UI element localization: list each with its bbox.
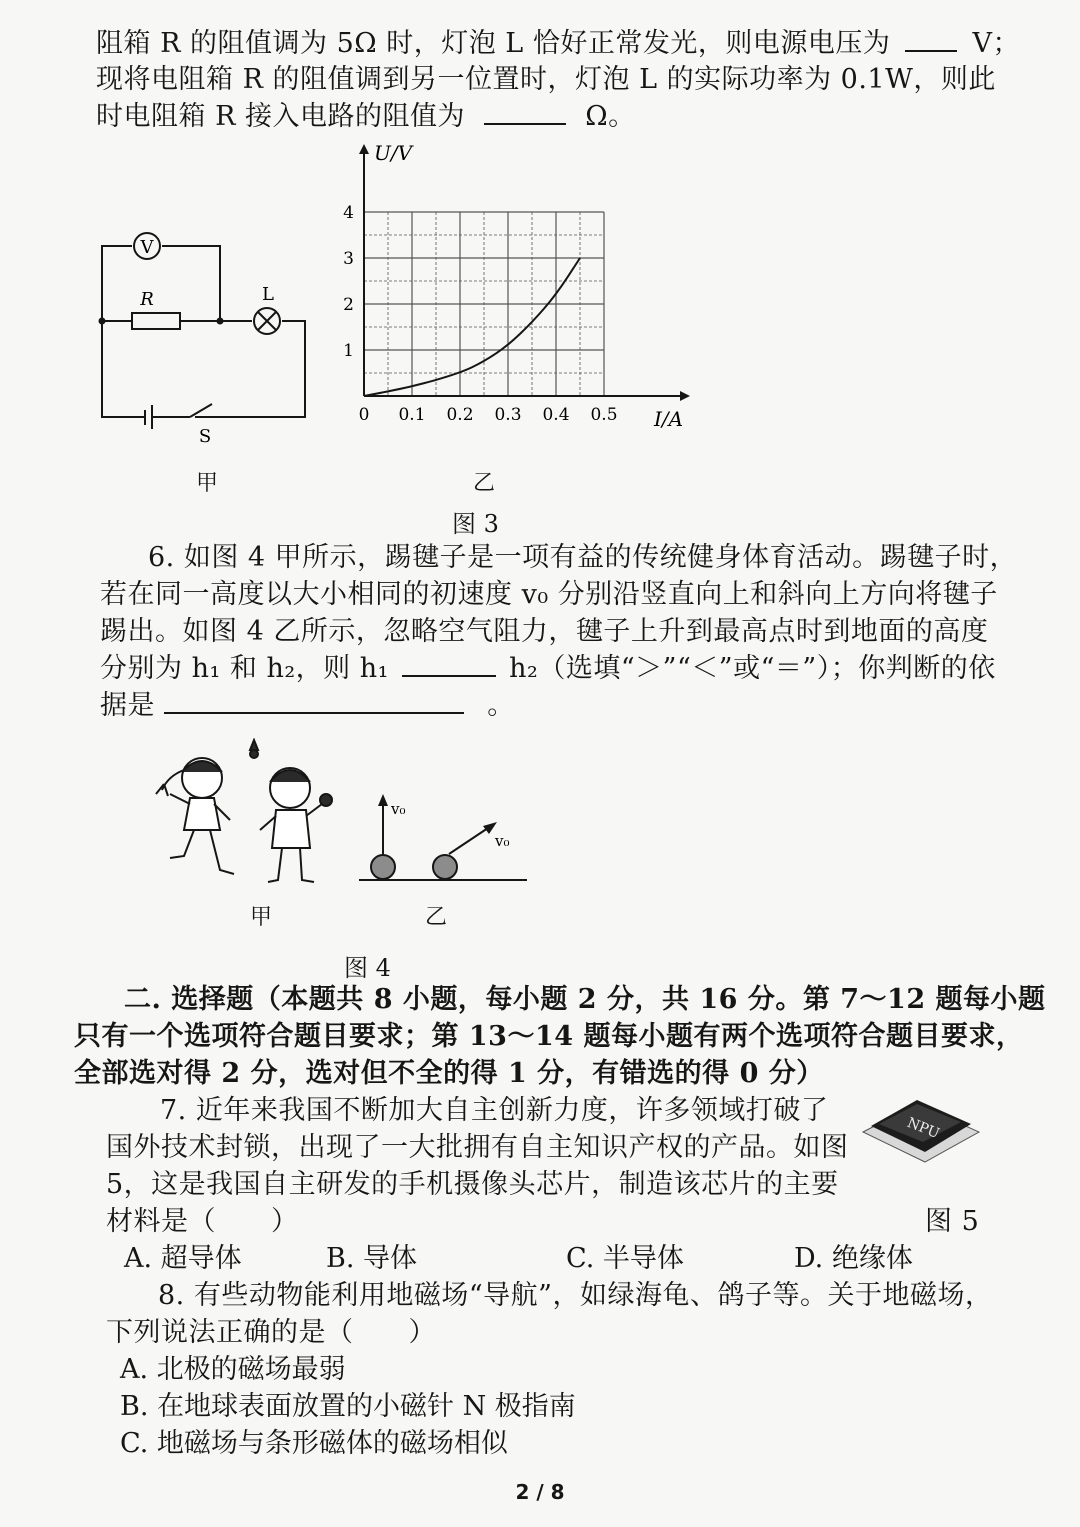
q7-option-d[interactable]: D. 绝缘体 [794, 1243, 913, 1274]
v0-label-oblique: v₀ [495, 832, 510, 850]
shuttlecock-1-icon [371, 855, 395, 879]
answer-blank-reason[interactable] [164, 690, 464, 714]
q7-line-2: 国外技术封锁，出现了一大批拥有自主知识产权的产品。如图 [106, 1132, 849, 1163]
q5-line-3 [96, 99, 636, 135]
q7-line-3: 5，这是我国自主研发的手机摄像头芯片，制造该芯片的主要 [106, 1169, 839, 1200]
circuit-wire-bottom-right [195, 321, 305, 417]
q5-line-3-text: 时电阻箱 R 接入电路的阻值为 [96, 101, 465, 132]
q6-line-3: 踢出。如图 4 乙所示，忽略空气阻力，毽子上升到最高点时到地面的高度 [100, 616, 989, 647]
voltmeter-label: V [140, 237, 154, 258]
kids-kicking-shuttlecock-illustration [150, 738, 350, 888]
x-tick-label: 0.5 [590, 405, 618, 425]
x-tick-label: 0.2 [446, 405, 474, 425]
q8-option-c[interactable]: C. 地磁场与条形磁体的磁场相似 [120, 1428, 508, 1459]
lamp-label: L [262, 284, 274, 305]
fig4-caption: 图 4 [344, 954, 391, 982]
q6-line-1: 6. 如图 4 甲所示，踢毽子是一项有益的传统健身体育活动。踢毽子时， [148, 542, 1018, 573]
section2-line-1: 二. 选择题（本题共 8 小题，每小题 2 分，共 16 分。第 7～12 题每小题 [124, 984, 1046, 1015]
q6-line-4 [100, 651, 996, 687]
q7-line-4: 材料是（ ） [106, 1206, 299, 1237]
answer-blank-voltage[interactable] [905, 28, 957, 52]
y-tick-label: 2 [343, 295, 354, 315]
q6-line-5 [100, 688, 515, 724]
q6-line-4-rest: h₂（选填“＞”“＜”或“＝”）；你判断的依 [509, 653, 996, 684]
shuttlecock-velocity-diagram [355, 790, 535, 890]
x-axis-label: I/A [654, 407, 684, 431]
q7-line-1: 7. 近年来我国不断加大自主创新力度，许多领域打破了 [160, 1095, 829, 1126]
x-tick-label: 0.4 [542, 405, 570, 425]
q5-line-1-unit: V； [972, 28, 1021, 59]
y-tick-label: 4 [343, 203, 354, 223]
camera-chip-image [855, 1080, 985, 1180]
y-axis-label: U/V [374, 141, 413, 165]
q5-line-1 [96, 26, 1020, 62]
resistor-label: R [140, 289, 154, 310]
v0-label-vertical: v₀ [391, 800, 406, 818]
fig4-right-label: 乙 [425, 905, 448, 930]
section2-line-2: 只有一个选项符合题目要求；第 13～14 题每小题有两个选项符合题目要求， [74, 1021, 1024, 1052]
section2-line-3: 全部选对得 2 分，选对但不全的得 1 分，有错选的得 0 分） [74, 1058, 824, 1089]
y-tick-label: 1 [343, 341, 354, 361]
q8-line-2: 下列说法正确的是（ ） [106, 1317, 436, 1348]
fig4-left-label: 甲 [250, 905, 273, 930]
switch-label: S [198, 426, 212, 447]
y-axis-arrow [359, 144, 369, 154]
circuit-wire-left [102, 321, 145, 417]
fig3-left-label: 甲 [196, 471, 219, 496]
oblique-velocity-arrow [449, 826, 491, 854]
q5-line-2: 现将电阻箱 R 的阻值调到另一位置时，灯泡 L 的实际功率为 0.1W，则此 [96, 64, 996, 95]
circuit-diagram [90, 220, 320, 450]
fig3-caption: 图 3 [452, 510, 499, 538]
y-tick-label: 3 [343, 249, 354, 269]
q5-line-1-text: 阻箱 R 的阻值调为 5Ω 时，灯泡 L 恰好正常发光，则电源电压为 [96, 28, 891, 59]
switch [190, 404, 212, 417]
x-axis-arrow [680, 391, 690, 401]
q6-line-5-text: 据是 [100, 690, 155, 721]
shuttlecock-2-icon [433, 855, 457, 879]
resistor-icon [132, 313, 180, 329]
chip-label: NPU [904, 1114, 942, 1143]
q7-option-c[interactable]: C. 半导体 [566, 1243, 684, 1274]
q6-line-2: 若在同一高度以大小相同的初速度 v₀ 分别沿竖直向上和斜向上方向将毽子 [100, 579, 998, 610]
x-tick-label: 0.3 [494, 405, 522, 425]
q7-option-b[interactable]: B. 导体 [326, 1243, 418, 1274]
q6-line-4-text: 分别为 h₁ 和 h₂，则 h₁ [100, 653, 389, 684]
q7-option-a[interactable]: A. 超导体 [124, 1243, 242, 1274]
answer-blank-h-compare[interactable] [402, 653, 496, 677]
x-tick-label: 0.1 [398, 405, 426, 425]
fig5-caption: 图 5 [925, 1206, 980, 1237]
q8-option-a[interactable]: A. 北极的磁场最弱 [120, 1354, 346, 1385]
q8-option-b[interactable]: B. 在地球表面放置的小磁针 N 极指南 [120, 1391, 576, 1422]
page-number: 2 / 8 [515, 1480, 565, 1504]
x-tick-label: 0 [358, 405, 370, 425]
fig3-right-label: 乙 [473, 471, 496, 496]
chart-grid [364, 212, 604, 396]
q6-line-5-end: 。 [487, 690, 515, 721]
ui-graph [320, 140, 700, 440]
q8-line-1: 8. 有些动物能利用地磁场“导航”，如绿海龟、鸽子等。关于地磁场， [158, 1280, 993, 1311]
answer-blank-resistance[interactable] [484, 101, 566, 125]
q5-line-3-unit: Ω。 [585, 101, 636, 132]
chart-axes [364, 152, 680, 396]
